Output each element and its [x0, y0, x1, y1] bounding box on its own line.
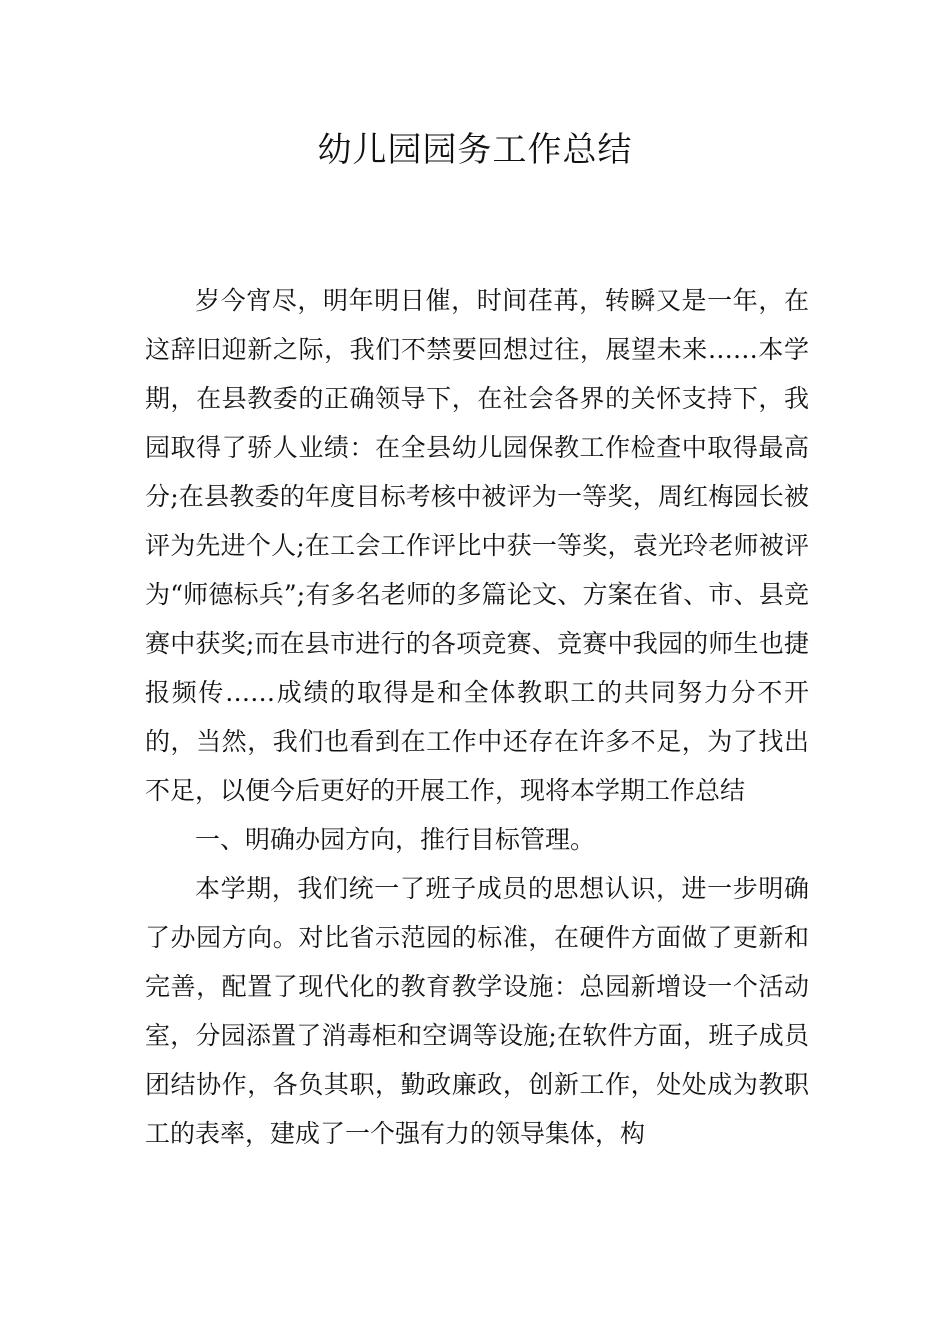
document-body — [145, 276, 809, 1158]
paragraph-section-1: 本学期，我们统一了班子成员的思想认识，进一步明确了办园方向。对比省示范园的标准，在硬件方面做了更新和完善，配置了现代化的教育教学设施：总园新增设一个活动室，分园添置了消毒柜和空调等设施;在软件方面，班子成员团结协作，各负其职，勤政廉政，创新工作，处处成为教职工的表率，建成了一个强有力的领导集体，构 — [145, 874, 809, 1148]
document-title: 幼儿园园务工作总结 — [317, 130, 633, 170]
paragraph-intro: 岁今宵尽，明年明日催，时间荏苒，转瞬又是一年，在这辞旧迎新之际，我们不禁要回想过往，展望未来……本学期，在县教委的正确领导下，在社会各界的关怀支持下，我园取得了骄人业绩：在全县幼儿园保教工作检查中取得最高分;在县教委的年度目标考核中被评为一等奖，周红梅园长被评为先进个人;在工会工作评比中获一等奖，袁光玲老师被评为“师德标兵”;有多名老师的多篇论文、方案在省、市、县竞赛中获奖;而在县市进行的各项竞赛、竞赛中我园的师生也捷报频传……成绩的取得是和全体教职工的共同努力分不开的，当然，我们也看到在工作中还存在许多不足，为了找出不足，以便今后更好的开展工作，现将本学期工作总结 — [145, 286, 809, 805]
section-heading-1: 一、明确办园方向，推行目标管理。 — [195, 825, 596, 854]
